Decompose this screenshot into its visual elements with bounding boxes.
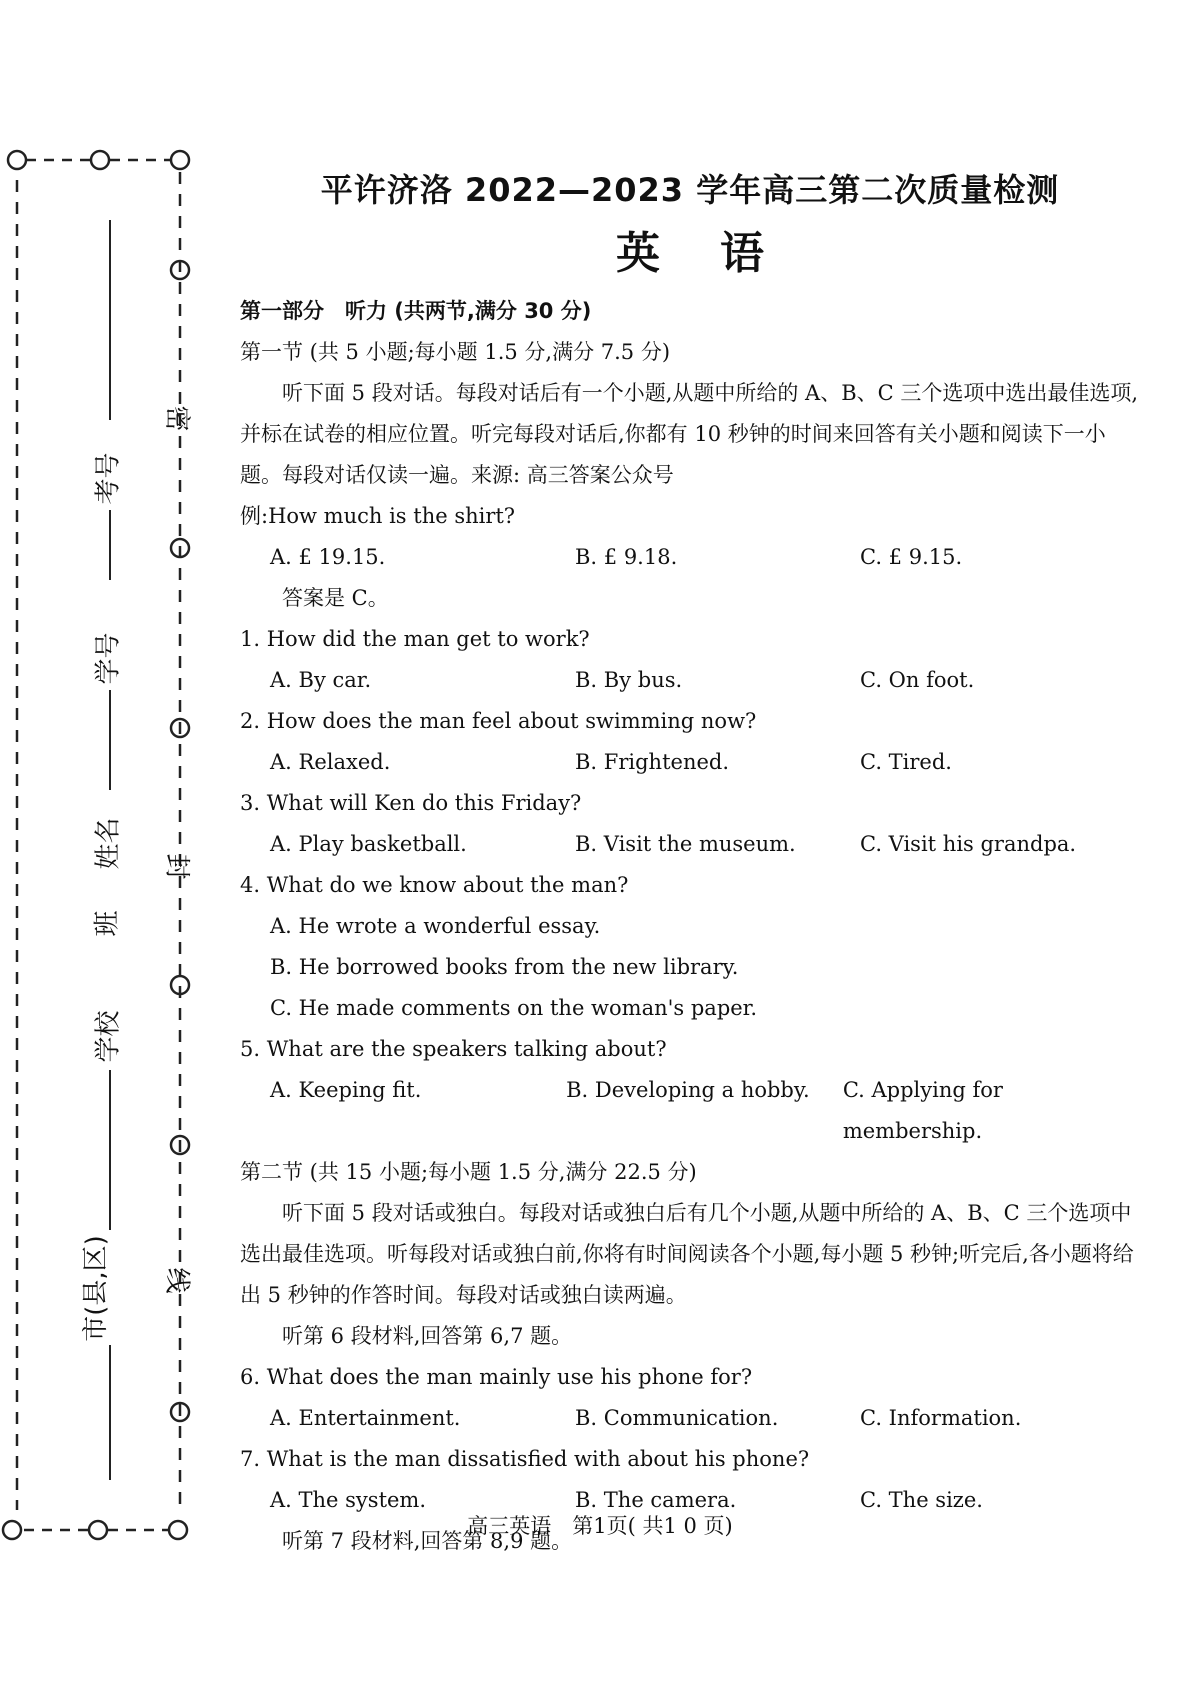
part1-title: 第一部分 听力 (共两节,满分 30 分) <box>240 299 592 323</box>
question-1: 1. How did the man get to work? <box>240 627 590 651</box>
page-footer: 高三英语 第1页( 共1 0 页) <box>467 1514 733 1538</box>
option-a: A. Play basketball. <box>270 832 467 856</box>
option-b: B. Visit the museum. <box>575 832 796 856</box>
section1-instructions: 听下面 5 段对话。每段对话后有一个小题,从题中所给的 A、B、C 三个选项中选出最佳选项,并标在试卷的相应位置。听完每段对话后,你都有 10 秒钟的时间来回答有关小题和阅读下一小题。每段对话仅读一遍。来源: 高三答案公众号 <box>240 381 1139 487</box>
option-b: B. He borrowed books from the new library. <box>270 955 739 979</box>
question-2: 2. How does the man feel about swimming now? <box>240 709 757 733</box>
question-7: 7. What is the man dissatisfied with about his phone? <box>240 1447 810 1471</box>
question-6-options <box>240 1398 1140 1439</box>
example-question: 例:How much is the shirt? <box>240 504 516 528</box>
option-c: C. Information. <box>860 1406 1022 1430</box>
option-a: A. Relaxed. <box>270 750 391 774</box>
cut-mark-close: 封 <box>161 853 192 880</box>
option-c: C. £ 9.15. <box>860 545 963 569</box>
field-label-school: 学校 <box>93 1010 124 1063</box>
option-c: C. Applying for membership. <box>842 1078 1003 1143</box>
option-b: B. By bus. <box>575 668 683 692</box>
material-7-heading: 听第 7 段材料,回答第 8,9 题。 <box>282 1529 573 1553</box>
question-3-options <box>240 824 1140 865</box>
question-6: 6. What does the man mainly use his phone for? <box>240 1365 753 1389</box>
question-5: 5. What are the speakers talking about? <box>240 1037 667 1061</box>
cut-mark-seal: 密 <box>161 405 192 432</box>
question-5-options <box>240 1070 1140 1152</box>
option-c: C. On foot. <box>860 668 975 692</box>
subject-title: 英语 <box>616 228 824 279</box>
option-a: A. By car. <box>270 668 372 692</box>
option-c: C. Tired. <box>860 750 952 774</box>
cut-mark-line: 线 <box>161 1267 192 1294</box>
question-1-options <box>240 660 1140 701</box>
question-4: 4. What do we know about the man? <box>240 873 629 897</box>
option-a: A. The system. <box>270 1488 427 1512</box>
option-c: C. The size. <box>860 1488 983 1512</box>
option-a: A. He wrote a wonderful essay. <box>270 914 601 938</box>
option-b: B. The camera. <box>575 1488 737 1512</box>
exam-content <box>240 165 1140 1562</box>
question-3: 3. What will Ken do this Friday? <box>240 791 582 815</box>
field-label-city: 市(县,区) <box>80 1235 111 1342</box>
section2-instructions: 听下面 5 段对话或独白。每段对话或独白后有几个小题,从题中所给的 A、B、C 三个选项中选出最佳选项。听每段对话或独白前,你将有时间阅读各个小题,每小题 5 秒钟;听完后,各小题将给出 5 秒钟的作答时间。每段对话或独白读两遍。 <box>240 1201 1134 1307</box>
example-options <box>240 537 1140 578</box>
question-2-options <box>240 742 1140 783</box>
field-label-name: 姓名 <box>93 817 124 870</box>
option-a: A. £ 19.15. <box>270 545 386 569</box>
option-b: B. Developing a hobby. <box>566 1078 810 1102</box>
material-6-heading: 听第 6 段材料,回答第 6,7 题。 <box>282 1324 573 1348</box>
field-label-class: 班 <box>92 910 123 937</box>
option-c: C. Visit his grandpa. <box>860 832 1077 856</box>
option-b: B. Frightened. <box>575 750 730 774</box>
binding-margin <box>0 0 200 1560</box>
option-a: A. Keeping fit. <box>270 1078 422 1102</box>
section2-title: 第二节 (共 15 小题;每小题 1.5 分,满分 22.5 分) <box>240 1160 697 1184</box>
option-a: A. Entertainment. <box>270 1406 461 1430</box>
section1-title: 第一节 (共 5 小题;每小题 1.5 分,满分 7.5 分) <box>240 340 671 364</box>
exam-title: 平许济洛 2022—2023 学年高三第二次质量检测 <box>320 171 1060 209</box>
field-label-exam-number: 考号 <box>93 452 124 505</box>
option-c: C. He made comments on the woman's paper. <box>270 996 758 1020</box>
option-b: B. £ 9.18. <box>575 545 678 569</box>
option-b: B. Communication. <box>575 1406 779 1430</box>
field-label-student-number: 学号 <box>93 632 124 685</box>
example-answer: 答案是 C。 <box>282 586 389 610</box>
